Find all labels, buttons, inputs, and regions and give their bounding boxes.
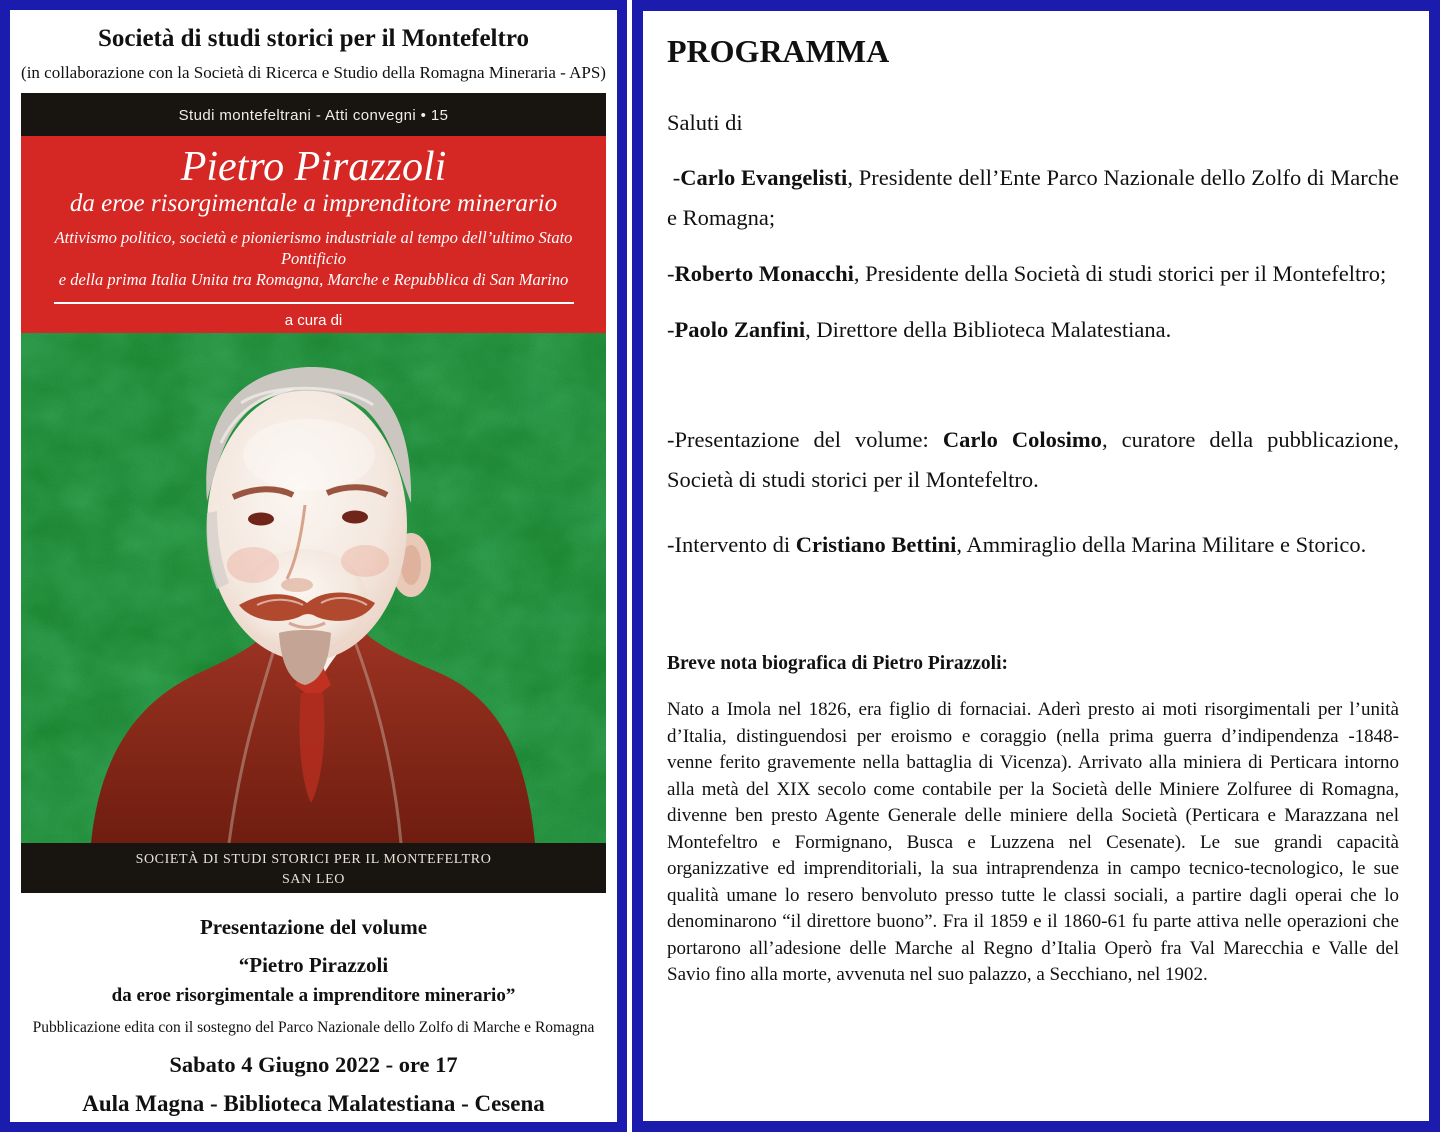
event-book-title: “Pietro Pirazzoli — [238, 953, 389, 978]
programma-title: PROGRAMMA — [667, 33, 890, 69]
series-bar: Studi montefeltrani - Atti convegni • 15 — [21, 93, 606, 136]
speaker-role: , Presidente dell’Ente Parco Nazionale dello Zolfo di Marche e Romagna; — [667, 165, 1399, 230]
book-cover — [21, 93, 606, 893]
cover-title: Pietro Pirazzoli — [180, 144, 447, 191]
event-venue: Aula Magna - Biblioteca Malatestiana - Cesena — [82, 1091, 545, 1117]
right-page — [632, 0, 1440, 1132]
speaker-prefix: - — [667, 261, 675, 286]
bio-text: Nato a Imola nel 1826, era figlio di fornaciai. Aderì presto ai moti risorgimentali per l’unità d’Italia, distinguendosi per eroismo e coraggio (nella prima guerra d’indipendenza -1848- venne ferito gravemente nella battaglia di Vicenza). Arrivato alla miniera di Perticara intorno alla metà del XIX secolo come contabile per la Società delle Miniere Zolfuree di Romagna, divenne ben presto Agente Generale delle miniere della Società (Perticara e Marazzana nel Montefeltro e Formignano, Busca e Luzzena nel Cesenate). Le sue grandi capacità organizzative ed imprenditoriali, la sua intraprendenza in campo tecnico-tecnologico, le sue qualità umane lo resero benvoluto presso tutte le classi sociali, a partire dagli operai che lo denominarono “il direttore buono”. Fra il 1859 e il 1860-61 fu parte attiva nelle operazioni che portarono all’adesione delle Marche al Regno d’Italia Operò fra Val Marecchia e Valle del Savio fino alla morte, avvenuta nel suo palazzo, a Secchiano, nel 1902. — [667, 699, 1399, 986]
speaker-name: Roberto Monacchi — [674, 261, 854, 286]
speaker-evangelisti — [667, 158, 1399, 238]
left-page — [0, 0, 627, 1132]
item-pre: -Intervento di — [667, 532, 796, 557]
portrait-svg — [21, 333, 606, 843]
event-sponsor-note: Pubblicazione edita con il sostegno del Parco Nazionale dello Zolfo di Marche e Romagna — [32, 1019, 595, 1037]
cover-footer-line2: SAN LEO — [282, 872, 345, 888]
speaker-role: , Presidente della Società di studi storici per il Montefeltro; — [853, 261, 1387, 286]
portrait-image — [21, 333, 606, 843]
cover-tagline-line1: Attivismo politico, società e pionierismo industriale al tempo dell’ultimo Stato Pontificio — [54, 228, 573, 269]
item-post: , curatore della pubblicazione, Società di studi storici per il Montefeltro. — [667, 427, 1400, 492]
cover-divider-rule — [54, 302, 574, 304]
item-post: , Ammiraglio della Marina Militare e Storico. — [956, 532, 1367, 557]
speaker-name: Paolo Zanfini — [674, 317, 806, 342]
event-book-subtitle: da eroe risorgimentale a imprenditore minerario” — [111, 985, 516, 1007]
item-name: Cristiano Bettini — [795, 532, 957, 557]
bio-heading-text: Breve nota biografica di Pietro Pirazzoli — [667, 653, 1002, 674]
event-block — [10, 915, 617, 1117]
speaker-zanfini — [667, 310, 1399, 350]
society-subtitle: (in collaborazione con la Società di Ricerca e Studio della Romagna Mineraria - APS) — [21, 62, 606, 82]
cover-red-band — [21, 136, 606, 333]
cover-footer — [21, 843, 606, 893]
cover-subtitle: da eroe risorgimentale a imprenditore minerario — [69, 190, 558, 218]
item-pre: -Presentazione del volume: — [667, 427, 943, 452]
cover-tagline — [21, 228, 606, 291]
speaker-name: Carlo Evangelisti — [680, 165, 848, 190]
event-presentation-label: Presentazione del volume — [199, 915, 428, 940]
program-item-presentazione — [667, 420, 1399, 500]
speaker-prefix: - — [667, 317, 675, 342]
curator-label: a cura di — [284, 312, 343, 330]
speaker-role: , Direttore della Biblioteca Malatestiana. — [805, 317, 1172, 342]
speaker-prefix: - — [667, 165, 681, 190]
program-item-intervento — [667, 525, 1399, 565]
item-name: Carlo Colosimo — [942, 427, 1102, 452]
speaker-monacchi — [667, 254, 1399, 294]
bio-heading — [667, 651, 1399, 676]
event-date: Sabato 4 Giugno 2022 - ore 17 — [169, 1052, 458, 1078]
cover-tagline-line2: e della prima Italia Unita tra Romagna, Marche e Repubblica di San Marino — [58, 270, 569, 290]
cover-footer-line1: SOCIETÀ DI STUDI STORICI PER IL MONTEFELTRO — [135, 852, 492, 868]
greeting: Saluti di — [667, 110, 743, 135]
society-title: Società di studi storici per il Montefeltro — [98, 25, 529, 52]
bio-heading-colon: : — [1001, 653, 1008, 674]
